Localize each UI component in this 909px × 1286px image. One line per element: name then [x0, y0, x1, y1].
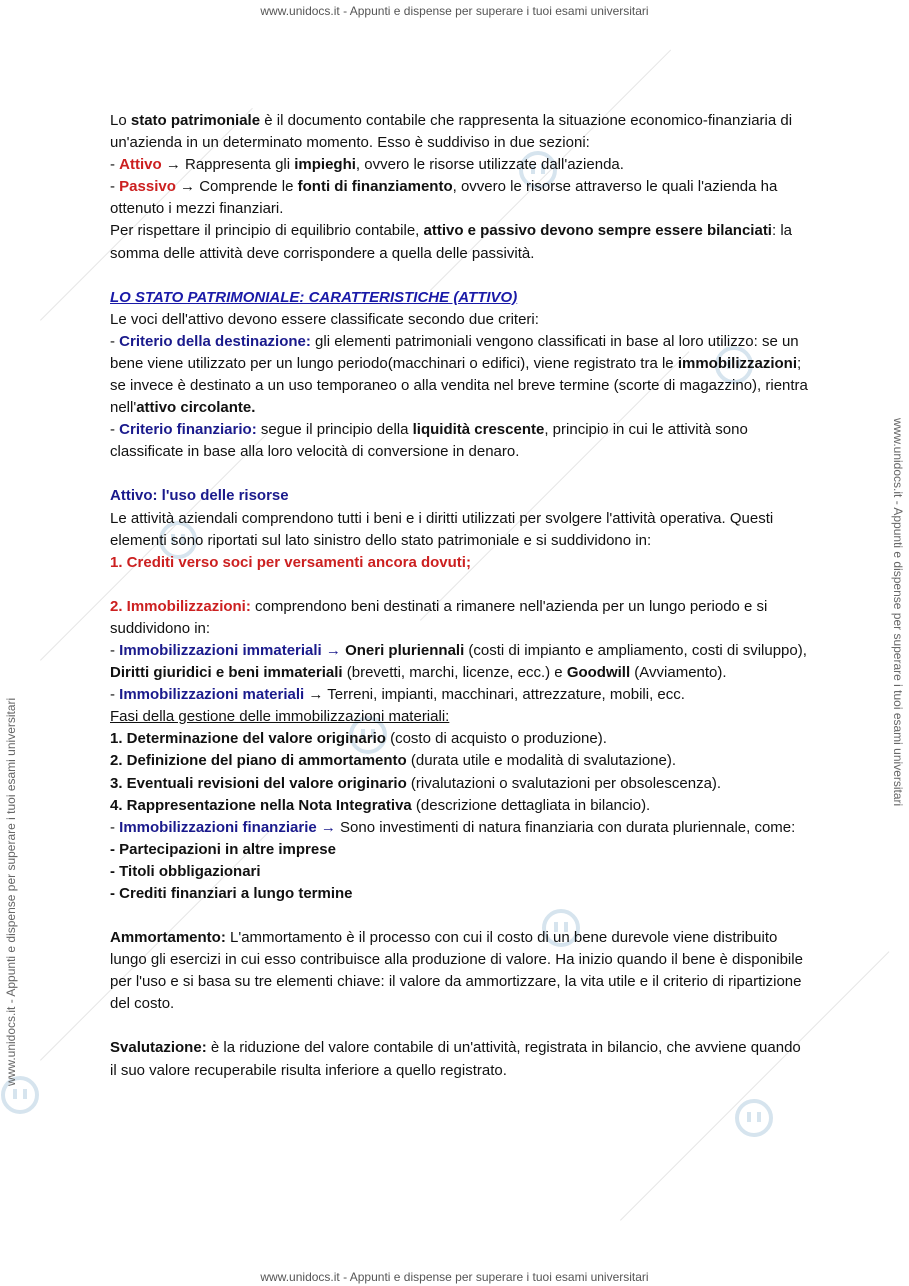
list-item: - Crediti finanziari a lungo termine: [110, 885, 353, 902]
equilibrio-paragraph: Per rispettare il principio di equilibrio contabile, attivo e passivo devono sempre essere bilanciati: la somma delle attività deve corrispondere a quella delle passività.: [110, 222, 792, 262]
fase-3: 3. Eventuali revisioni del valore originario (rivalutazioni o svalutazioni per obsolescenza).: [110, 774, 722, 792]
passivo-line: - Passivo → Comprende le fonti di finanziamento, ovvero le risorse attraverso le quali l'azienda ha ottenuto i mezzi finanziari.: [110, 178, 778, 218]
fase-4: 4. Rappresentazione nella Nota Integrativa (descrizione dettagliata in bilancio).: [110, 796, 651, 814]
fasi-title: Fasi della gestione delle immobilizzazioni materiali:: [110, 708, 450, 726]
immobilizzazioni-immateriali: - Immobilizzazioni immateriali → Oneri pluriennali (costi di impianto e ampliamento, costi di sviluppo), Diritti giuridici e beni immateriali (brevetti, marchi, licenze, ecc.) e Goodwill (Avviamento).: [110, 641, 807, 682]
uso-risorse-heading: Attivo: l'uso delle risorse: [110, 487, 289, 505]
criteri-lead: Le voci dell'attivo devono essere classificate secondo due criteri:: [110, 310, 539, 328]
watermark-header: www.unidocs.it - Appunti e dispense per superare i tuoi esami universitari: [260, 4, 649, 18]
immobilizzazioni-materiali: - Immobilizzazioni materiali → Terreni, impianti, macchinari, attrezzature, mobili, ecc.: [110, 686, 685, 704]
immobilizzazioni-item: 2. Immobilizzazioni: comprendono beni destinati a rimanere nell'azienda per un lungo periodo e si suddividono in:: [110, 597, 768, 637]
list-item: - Partecipazioni in altre imprese: [110, 840, 336, 858]
intro-paragraph: Lo stato patrimoniale è il documento contabile che rappresenta la situazione economico-finanziaria di un'azienda in un determinato momento. Esso è suddiviso in due sezioni:: [110, 112, 793, 152]
unidocs-logo-icon: [734, 1098, 774, 1138]
attivo-line: - Attivo → Rappresenta gli impieghi, ovvero le risorse utilizzate dall'azienda.: [110, 156, 624, 174]
criterio-finanziario: - Criterio finanziario: segue il principio della liquidità crescente, principio in cui le attività sono classificate in base alla loro velocità di conversione in denaro.: [110, 421, 748, 461]
fase-1: 1. Determinazione del valore originario (costo di acquisto o produzione).: [110, 730, 607, 748]
watermark-side-left: www.unidocs.it - Appunti e dispense per superare i tuoi esami universitari: [4, 697, 18, 1086]
ammortamento-paragraph: Ammortamento: L'ammortamento è il processo con cui il costo di un bene durevole viene distribuito lungo gli esercizi in cui esso contribuisce alla produzione di valore. Ha inizio quando il bene è disponibile per l'uso e si basa su tre elementi chiave: il valore da ammortizzare, la vita utile e il criterio di ripartizione del costo.: [110, 929, 803, 1013]
criterio-destinazione: - Criterio della destinazione: gli elementi patrimoniali vengono classificati in base al loro utilizzo: se un bene viene utilizzato per un lungo periodo(macchinari o edifici), viene registrato tra le immobilizzazioni; se invece è destinato a un uso temporaneo o alla vendita nel breve termine (scorte di magazzino), rientra nell'attivo circolante.: [110, 332, 808, 417]
list-item: - Titoli obbligazionari: [110, 862, 261, 880]
immobilizzazioni-finanziarie: - Immobilizzazioni finanziarie → Sono investimenti di natura finanziaria con durata pluriennale, come:: [110, 818, 796, 836]
uso-risorse-text: Le attività aziendali comprendono tutti i beni e i diritti utilizzati per svolgere l'attività operativa. Questi elementi sono riportati sul lato sinistro dello stato patrimoniale e si suddividono in:: [110, 509, 774, 549]
crediti-soci-item: 1. Crediti verso soci per versamenti ancora dovuti;: [110, 553, 471, 571]
fase-2: 2. Definizione del piano di ammortamento (durata utile e modalità di svalutazione).: [110, 752, 677, 770]
section-heading-attivo: LO STATO PATRIMONIALE: CARATTERISTICHE (ATTIVO): [110, 288, 518, 306]
watermark-footer: www.unidocs.it - Appunti e dispense per superare i tuoi esami universitari: [260, 1270, 649, 1284]
svalutazione-paragraph: Svalutazione: è la riduzione del valore contabile di un'attività, registrata in bilancio, che avviene quando il suo valore recuperabile risulta inferiore a quello registrato.: [110, 1039, 801, 1079]
watermark-side-right: www.unidocs.it - Appunti e dispense per superare i tuoi esami universitari: [891, 418, 905, 807]
document-body: [110, 110, 810, 1082]
